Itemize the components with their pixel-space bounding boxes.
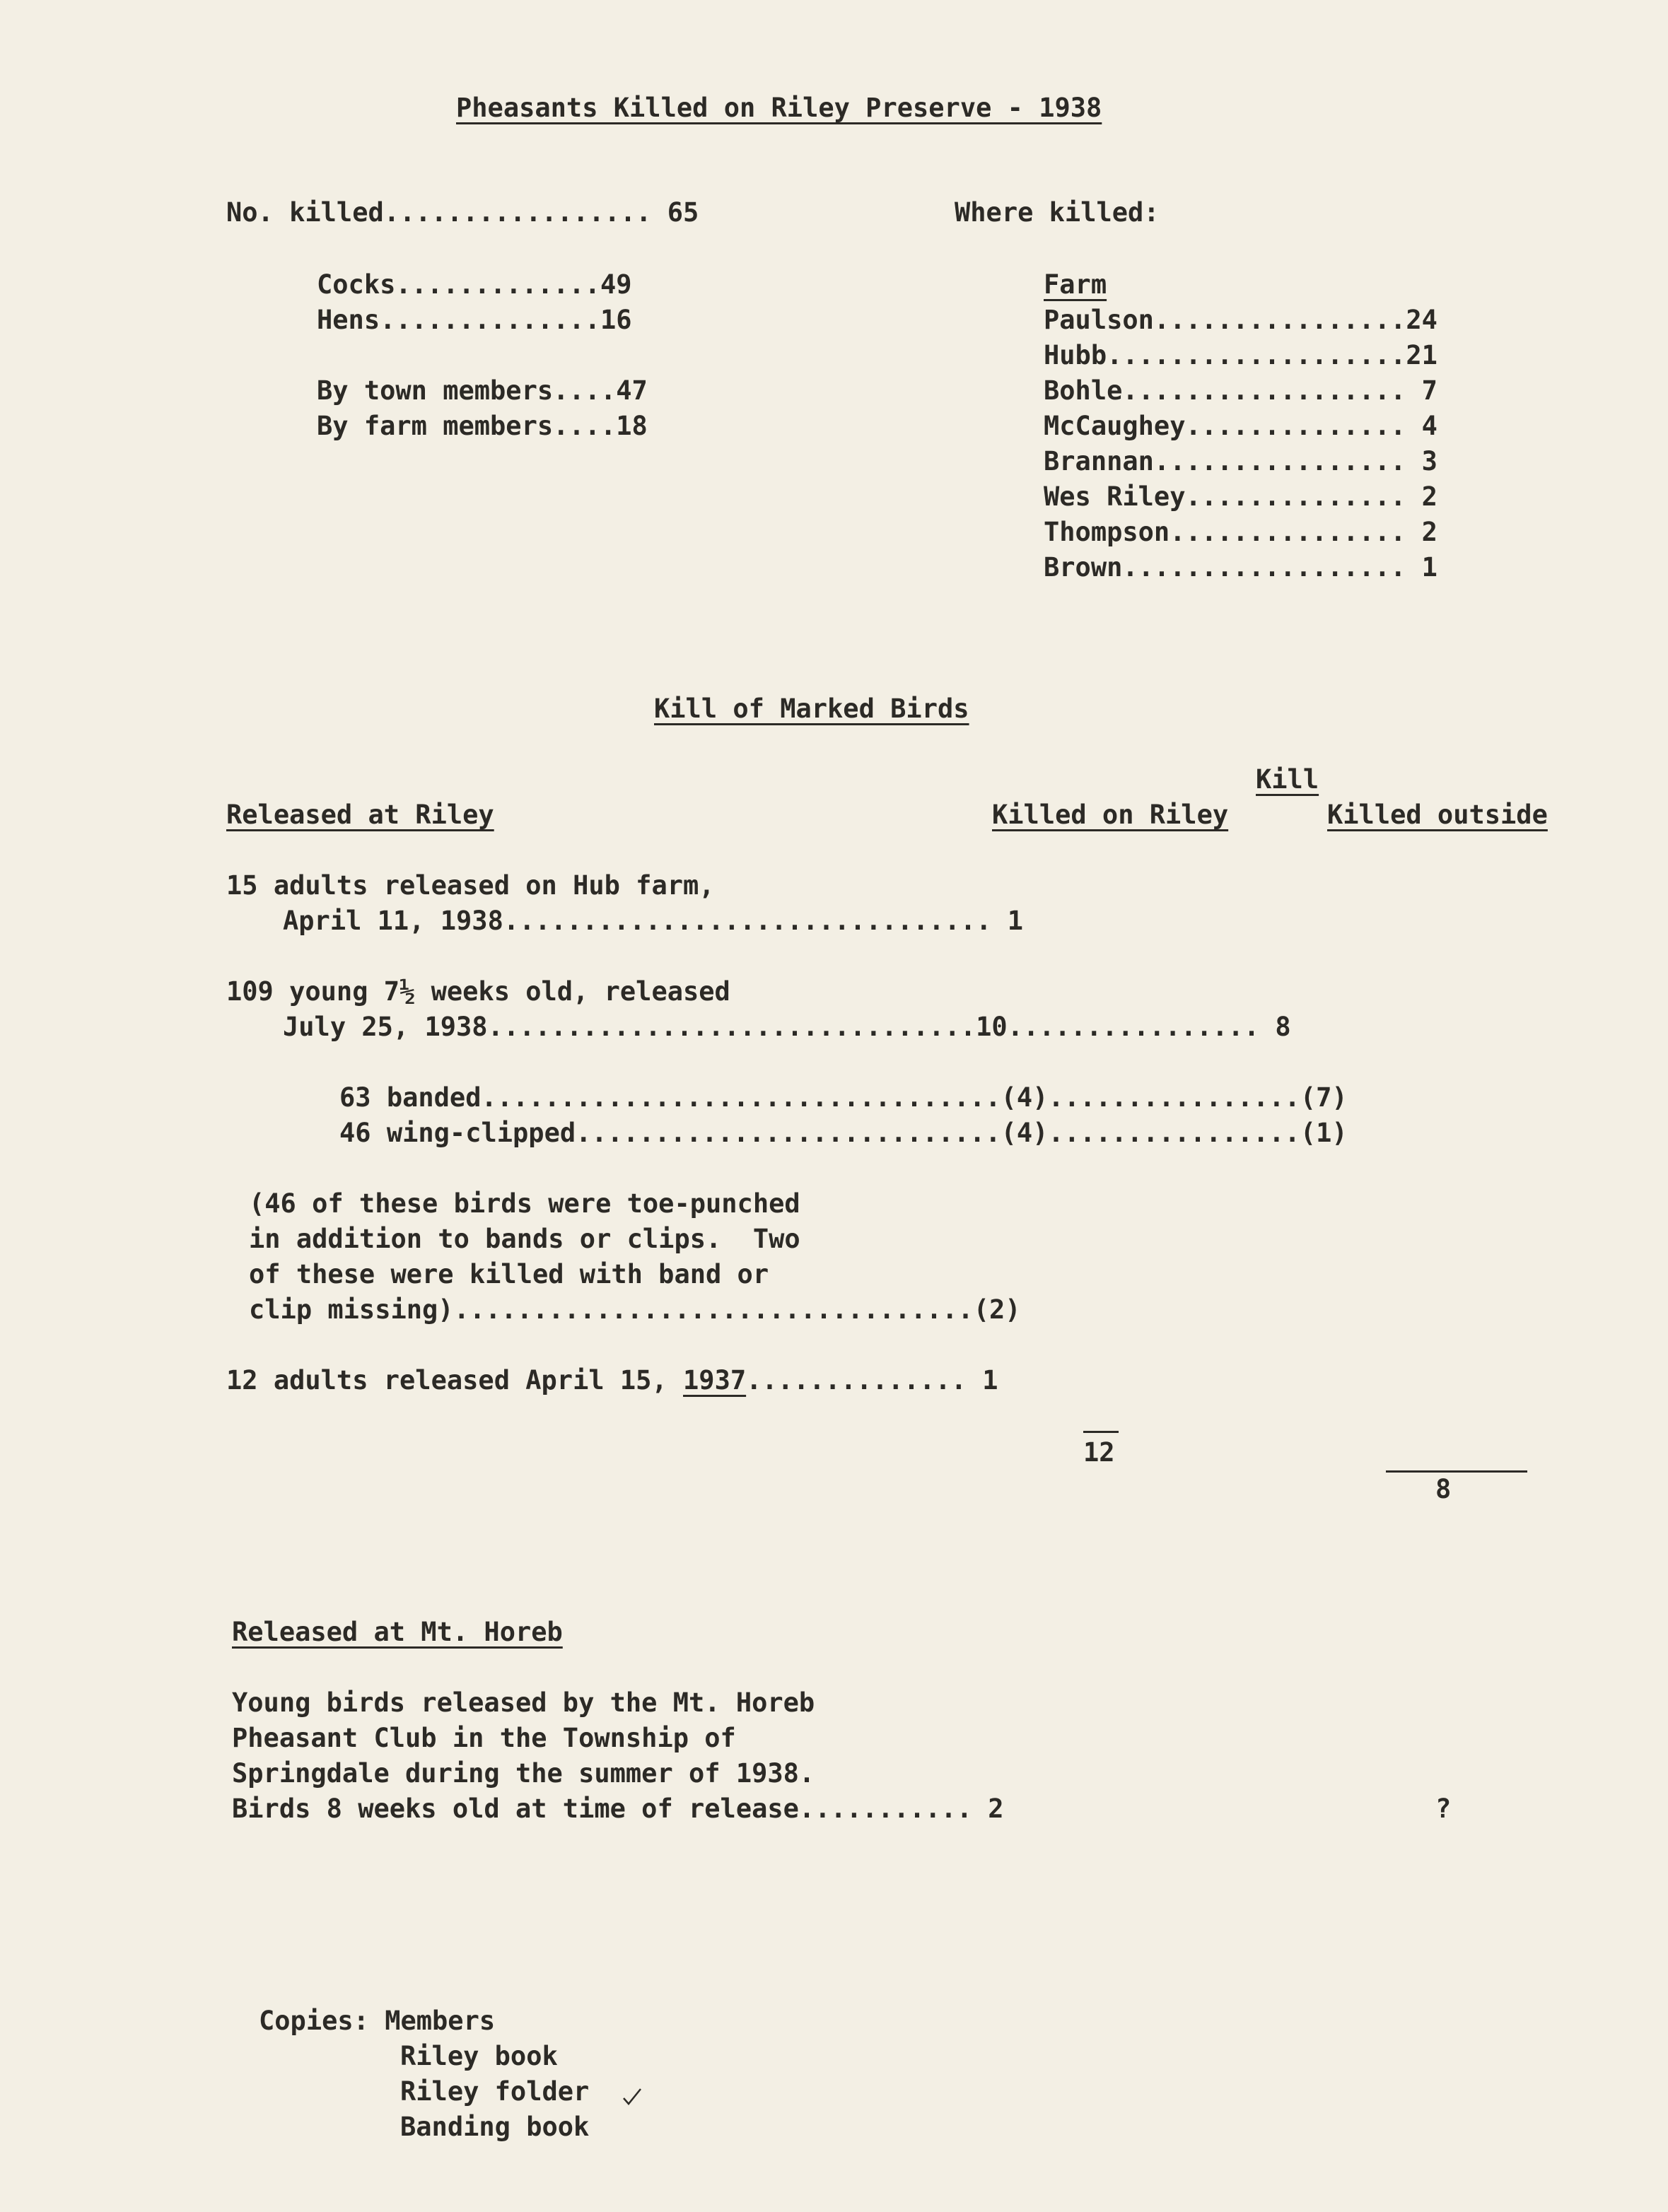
total-rule-riley (1083, 1431, 1119, 1433)
farm-row: Brown.................. 1 (1044, 552, 1437, 583)
horeb-line: Young birds released by the Mt. Horeb (232, 1687, 815, 1718)
where-killed-heading: Where killed: (955, 197, 1160, 228)
note-line: clip missing).................................(2) (249, 1294, 1021, 1325)
release-line: 63 banded.................................(4)................(7) (339, 1082, 1348, 1113)
farm-row: Hubb...................21 (1044, 340, 1437, 370)
farm-row: Thompson............... 2 (1044, 517, 1437, 547)
note-line: in addition to bands or clips. Two (249, 1224, 800, 1254)
farm-row: Wes Riley.............. 2 (1044, 481, 1437, 512)
year-1937: 1937 (683, 1365, 747, 1395)
checkmark-icon (622, 2087, 642, 2107)
horeb-line: Pheasant Club in the Township of (232, 1723, 736, 1753)
farm-row: Brannan................ 3 (1044, 446, 1437, 476)
mt-horeb-title: Released at Mt. Horeb (232, 1617, 563, 1647)
copy-item: Banding book (400, 2112, 590, 2142)
killed-outside-header: Killed outside (1327, 800, 1548, 830)
farm-row: Bohle.................. 7 (1044, 375, 1437, 406)
note-line: (46 of these birds were toe-punched (249, 1188, 800, 1219)
horeb-line: Birds 8 weeks old at time of release........... 2 (232, 1793, 1004, 1824)
page-title: Pheasants Killed on Riley Preserve - 1938 (456, 93, 1102, 123)
note-line: of these were killed with band or (249, 1259, 769, 1289)
release-leader: .............. 1 (746, 1365, 998, 1395)
released-at-riley-header: Released at Riley (226, 800, 494, 830)
copy-item: Riley book (400, 2041, 558, 2071)
horeb-outside-mark: ? (1435, 1793, 1452, 1824)
release-line: April 11, 1938............................... 1 (283, 906, 1023, 936)
release-line: 109 young 7½ weeks old, released (226, 976, 730, 1007)
total-killed-on-riley: 12 (1083, 1437, 1115, 1468)
town-members-line: By town members....47 (317, 375, 648, 406)
farm-row: Paulson................24 (1044, 305, 1437, 335)
release-line: July 25, 1938...............................10................ 8 (283, 1012, 1291, 1042)
marked-birds-title: Kill of Marked Birds (654, 694, 969, 724)
farm-members-line: By farm members....18 (317, 411, 648, 441)
farm-row: McCaughey.............. 4 (1044, 411, 1437, 441)
no-killed-line: No. killed................. 65 (226, 197, 699, 228)
copies-label: Copies: Members (259, 2006, 496, 2036)
release-line-1937 (226, 1363, 998, 1398)
horeb-line: Springdale during the summer of 1938. (232, 1758, 815, 1789)
farm-header: Farm (1044, 269, 1107, 300)
copy-item: Riley folder (400, 2076, 590, 2107)
kill-header: Kill (1256, 764, 1319, 795)
release-line: 46 wing-clipped...........................(4)................(1) (339, 1118, 1348, 1148)
hens-line: Hens..............16 (317, 305, 632, 335)
release-line: 15 adults released on Hub farm, (226, 870, 715, 901)
total-rule-outside (1386, 1470, 1527, 1473)
cocks-line: Cocks.............49 (317, 269, 632, 300)
killed-on-riley-header: Killed on Riley (992, 800, 1229, 830)
total-killed-outside: 8 (1435, 1474, 1452, 1504)
release-text: 12 adults released April 15, (226, 1365, 684, 1395)
